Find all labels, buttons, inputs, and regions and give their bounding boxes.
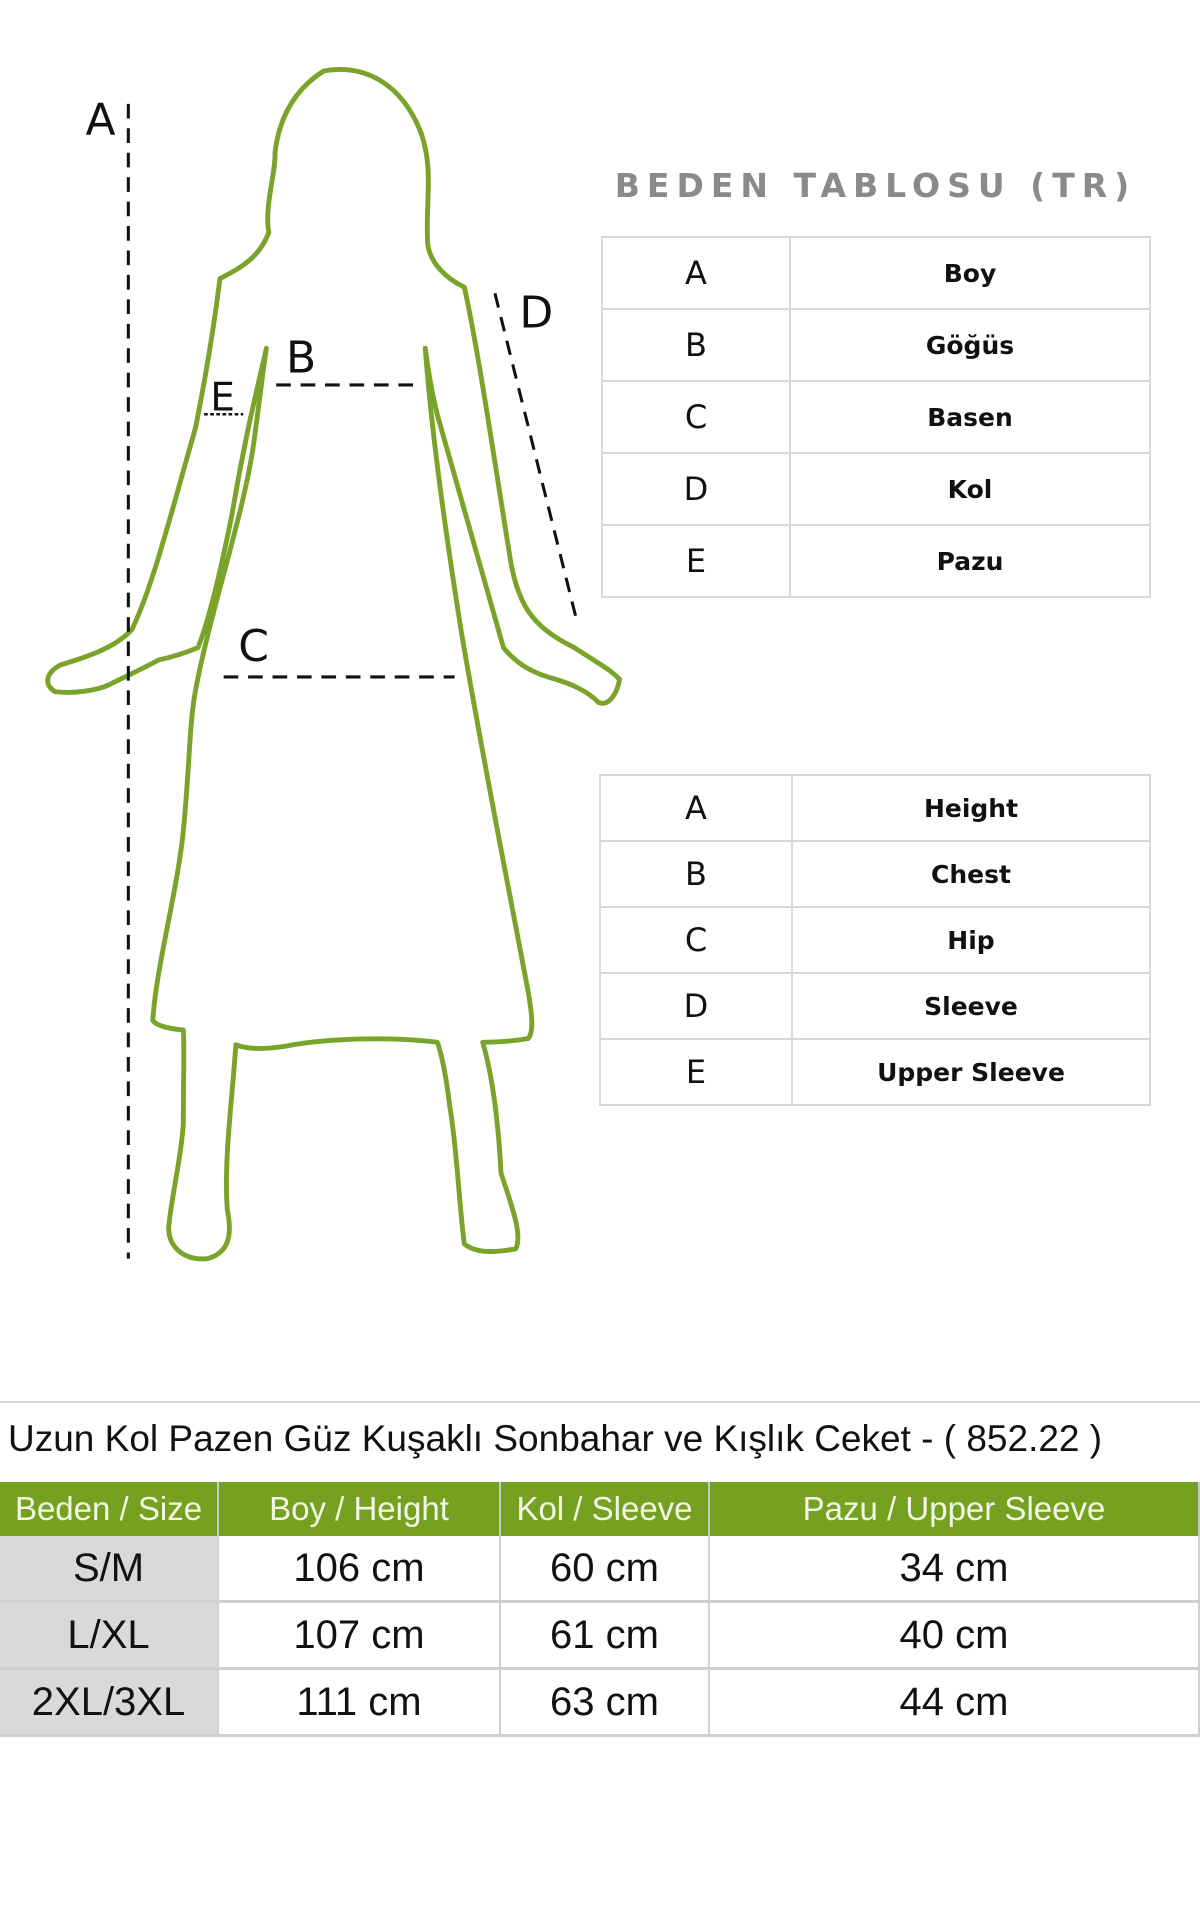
sleeve-cell: 60 cm — [500, 1536, 709, 1602]
legend-value: Basen — [790, 381, 1150, 453]
legend-key: E — [600, 1039, 792, 1105]
label-c: C — [238, 621, 270, 673]
sleeve-cell: 61 cm — [500, 1602, 709, 1669]
table-row — [602, 309, 1150, 381]
legend-value: Chest — [792, 841, 1150, 907]
legend-key: D — [602, 453, 790, 525]
legend-key: A — [600, 775, 792, 841]
legend-value: Pazu — [790, 525, 1150, 597]
legend-value: Göğüs — [790, 309, 1150, 381]
legend-value: Sleeve — [792, 973, 1150, 1039]
column-header: Pazu / Upper Sleeve — [709, 1482, 1199, 1536]
label-a: A — [85, 94, 116, 146]
size-cell: L/XL — [0, 1602, 218, 1669]
size-table — [0, 1482, 1200, 1737]
legend-key: D — [600, 973, 792, 1039]
table-row — [600, 841, 1150, 907]
height-cell: 107 cm — [218, 1602, 500, 1669]
size-cell: S/M — [0, 1536, 218, 1602]
table-row — [0, 1669, 1199, 1736]
legend-key: C — [600, 907, 792, 973]
table-row — [602, 525, 1150, 597]
legend-key: C — [602, 381, 790, 453]
body-silhouette — [48, 69, 620, 1258]
height-cell: 106 cm — [218, 1536, 500, 1602]
legend-value: Kol — [790, 453, 1150, 525]
table-row — [602, 381, 1150, 453]
legend-value: Boy — [790, 237, 1150, 309]
label-e: E — [210, 375, 235, 421]
upper-sleeve-cell: 44 cm — [709, 1669, 1199, 1736]
product-title: Uzun Kol Pazen Güz Kuşaklı Sonbahar ve Kışlık Ceket - ( 852.22 ) — [8, 1418, 1103, 1459]
legend-title: BEDEN TABLOSU (TR) — [614, 166, 1137, 205]
height-cell: 111 cm — [218, 1669, 500, 1736]
legend-key: A — [602, 237, 790, 309]
table-row — [602, 237, 1150, 309]
table-row — [0, 1536, 1199, 1602]
column-header: Boy / Height — [218, 1482, 500, 1536]
legend-value: Upper Sleeve — [792, 1039, 1150, 1105]
header-row — [0, 1482, 1199, 1536]
table-row — [600, 973, 1150, 1039]
table-row — [0, 1602, 1199, 1669]
divider — [0, 1401, 1200, 1403]
column-header: Beden / Size — [0, 1482, 218, 1536]
label-b: B — [285, 332, 317, 384]
legend-key: B — [602, 309, 790, 381]
label-d: D — [519, 287, 554, 339]
upper-sleeve-cell: 40 cm — [709, 1602, 1199, 1669]
legend-key: E — [602, 525, 790, 597]
table-row — [600, 775, 1150, 841]
table-row — [600, 1039, 1150, 1105]
column-header: Kol / Sleeve — [500, 1482, 709, 1536]
size-cell: 2XL/3XL — [0, 1669, 218, 1736]
table-row — [602, 453, 1150, 525]
sleeve-cell: 63 cm — [500, 1669, 709, 1736]
upper-sleeve-cell: 34 cm — [709, 1536, 1199, 1602]
legend-table-tr — [601, 236, 1151, 598]
legend-value: Height — [792, 775, 1150, 841]
table-row — [600, 907, 1150, 973]
legend-key: B — [600, 841, 792, 907]
legend-table-en — [599, 774, 1151, 1106]
legend-value: Hip — [792, 907, 1150, 973]
